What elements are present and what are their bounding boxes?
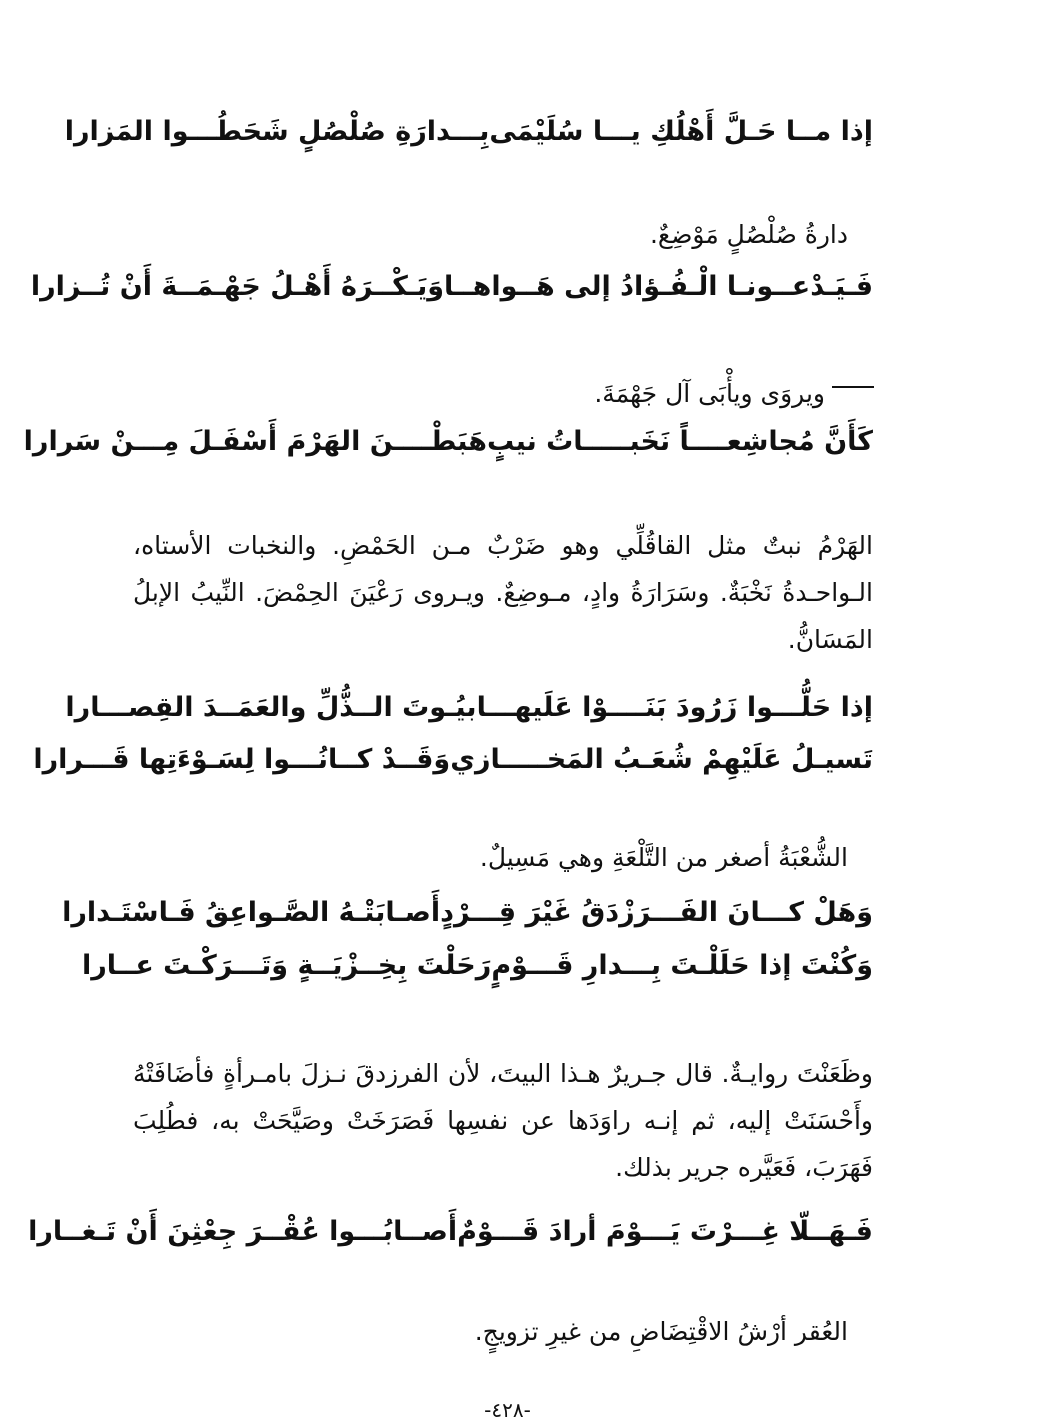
verse-4 xyxy=(65,688,873,728)
verse-1 xyxy=(64,112,873,152)
verse-7-first-hemistich: وَكُنْتَ إذا حَلَلْـتَ بِـــدارِ قَـــوْمٍ xyxy=(491,950,873,981)
note-uqr: العُقر أرْشُ الاقْتِضَاضِ من غيرِ تزويجٍ. xyxy=(474,1317,848,1346)
verse-6-second-hemistich: أَصـابَتْـهُ الصَّـواعِقُ فَـاسْتَـدارا xyxy=(62,897,441,928)
verse-4-first-hemistich: إذا حَلُّـــوا زَرُودَ بَنَــــوْا عَلَيهـــا xyxy=(476,692,873,723)
verse-2-second-hemistich: وَيَـكْــرَهُ أَهْـلُ جَهْـمَــةَ أَنْ تُــزارا xyxy=(30,271,444,302)
verse-2-first-hemistich: فَـيَـدْعــونـا الْـفُـؤادُ إلى هَــواهــا xyxy=(444,271,873,302)
verse-5 xyxy=(33,740,873,780)
verse-3-first-hemistich: كَأَنَّ مُجاشِعــــاً نَخَبـــــاتُ نيبٍ xyxy=(486,426,873,457)
verse-7-second-hemistich: رَحَلْتَ بِخِــزْيَــةٍ وَتَـــرَكْـتَ عــارا xyxy=(81,950,492,981)
verse-2 xyxy=(30,267,873,307)
verse-8-second-hemistich: أَصــابُـــوا عُقْــرَ جِعْثِنَ أَنْ تَـغــارا xyxy=(28,1216,458,1247)
note-shuba: الشُّعْبَةُ أصغر من التَّلْعَةِ وهي مَسِيلٌ. xyxy=(479,843,848,872)
variant-dash xyxy=(832,386,874,388)
verse-5-first-hemistich: تَسيـلُ عَلَيْهِمْ شُعَـبُ المَخـــــازي xyxy=(450,744,873,775)
verse-7 xyxy=(81,946,873,986)
page-number: -٤٢٨- xyxy=(484,1398,531,1422)
verse-1-first-hemistich: إذا مــا حَـلَّ أَهْلُكِ يـــا سُلَيْمَى xyxy=(489,116,873,147)
verse-4-second-hemistich: بيُـوتَ الــذُّلِّ والعَمَــدَ القِصـــارا xyxy=(65,692,477,723)
verse-3-second-hemistich: هَبَطْــــنَ الهَرْمَ أَسْفَـلَ مِـــنْ سَرارا xyxy=(23,426,487,457)
verse-6 xyxy=(62,893,873,933)
verse-5-second-hemistich: وَقَــدْ كــانُـــوا لِسَـوْءَتِها قَـــرارا xyxy=(33,744,451,775)
verse-6-first-hemistich: وَهَلْ كـــانَ الفَـــرَزْدَقُ غَيْرَ قِـــرْدٍ xyxy=(440,897,873,928)
note-dara-sulsul: دارةُ صُلْصُلٍ مَوْضِعٌ. xyxy=(649,220,848,249)
note-variant-reading: ويروَى ويأْبَى آل جَهْمَةَ. xyxy=(594,379,825,408)
commentary-paragraph-1: الهَرْمُ نبتٌ مثل القاقُلِّي وهو ضَرْبٌ مـن الحَمْضِ. والنخبات الأستاه، الـواحـدةُ نَخْبَةٌ. وسَرَارَةُ وادٍ، مـوضِعٌ. ويـروى رَعْيَنَ الحِمْضَ. النِّيبُ الإبلُ المَسَانُّ. xyxy=(133,531,873,654)
verse-8 xyxy=(28,1212,873,1252)
commentary-paragraph-2: وظَعَنْتَ روايـةٌ. قال جـريرٌ هـذا البيتَ، لأن الفرزدقَ نـزلَ بامـرأةٍ فأضَافَتْهُ وأَحْسَنَتْ إليه، ثم إنـه راوَدَها عن نفسِها فَصَرَخَتْ وصَيَّحَتْ به، فطُلِبَ فَهَرَبَ، فَعَيَّره جرير بذلك. xyxy=(133,1059,873,1182)
verse-3 xyxy=(23,422,873,462)
verse-8-first-hemistich: فَـهَــلّا غِـــرْتَ يَـــوْمَ أرادَ قَـــوْمٌ xyxy=(457,1216,873,1247)
verse-1-second-hemistich: بِـــدارَةِ صُلْصُلٍ شَحَطُـــوا المَزارا xyxy=(64,116,490,147)
